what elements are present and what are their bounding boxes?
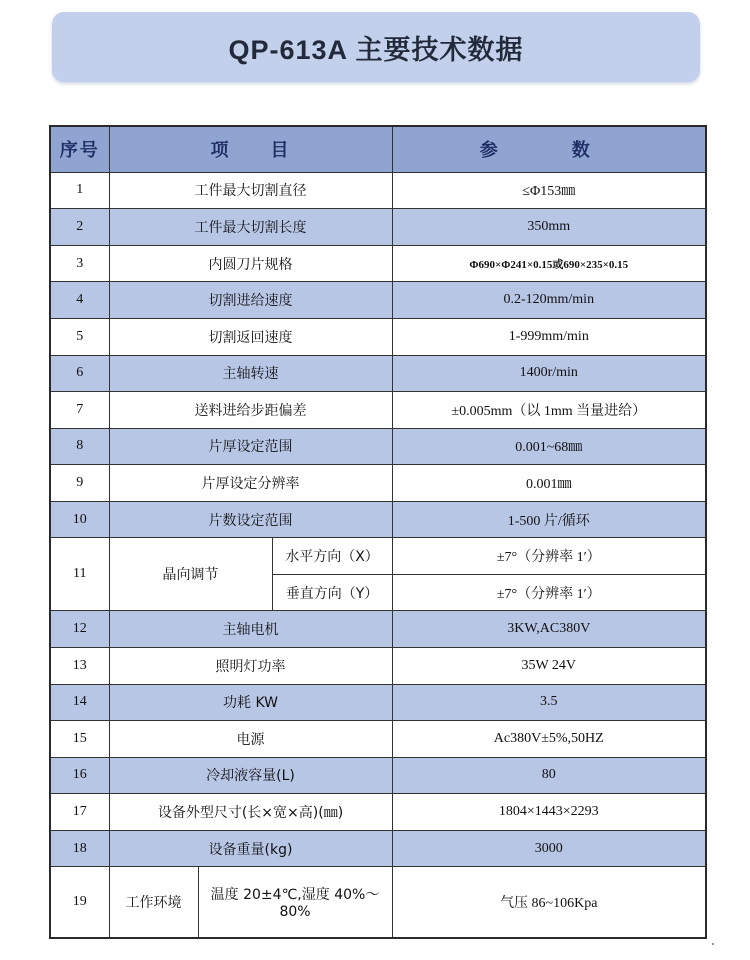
row-value: 0.2-120mm/min: [392, 282, 706, 319]
row-item: 片数设定范围: [109, 501, 392, 538]
row-value: 3.5: [392, 684, 706, 721]
table-row: [50, 465, 706, 502]
table-row: [50, 611, 706, 648]
row-value: ±0.005mm（以 1mm 当量进给）: [392, 392, 706, 429]
table-row: [50, 648, 706, 685]
table-row: [50, 355, 706, 392]
row-value: 3KW,AC380V: [392, 611, 706, 648]
row-value: 80: [392, 757, 706, 794]
row-item: 冷却液容量(L): [109, 757, 392, 794]
row-no: 14: [50, 684, 109, 721]
row-item: 主轴转速: [109, 355, 392, 392]
table-row: [50, 501, 706, 538]
header-value: 参 数: [392, 126, 706, 172]
table-row: [50, 830, 706, 867]
row-item: 内圆刀片规格: [109, 245, 392, 282]
row-item: 片厚设定范围: [109, 428, 392, 465]
row-no: 9: [50, 465, 109, 502]
row-value: Φ690×Φ241×0.15或690×235×0.15: [392, 245, 706, 282]
table-row: [50, 794, 706, 831]
row-value: 1804×1443×2293: [392, 794, 706, 831]
row-item: 设备重量(kg): [109, 830, 392, 867]
row-value: 1-500 片/循环: [392, 501, 706, 538]
row-no: 2: [50, 209, 109, 246]
row-item: 片厚设定分辨率: [109, 465, 392, 502]
row-item: 切割进给速度: [109, 282, 392, 319]
row-no: 19: [50, 867, 109, 938]
row-no: 4: [50, 282, 109, 319]
row-item: 工件最大切割长度: [109, 209, 392, 246]
row-no: 6: [50, 355, 109, 392]
row-no: 7: [50, 392, 109, 429]
row-no: 8: [50, 428, 109, 465]
table-row: [50, 428, 706, 465]
table-row: [50, 282, 706, 319]
table-row: [50, 318, 706, 355]
spec-table: [49, 125, 707, 939]
header-no: 序号: [50, 126, 109, 172]
sub-item-x: 水平方向（X）: [272, 538, 392, 575]
row-no: 12: [50, 611, 109, 648]
row-no: 3: [50, 245, 109, 282]
row-item: 照明灯功率: [109, 648, 392, 685]
environment-detail: 温度 20±4℃,湿度 40%～80%: [198, 867, 392, 938]
table-row: [50, 392, 706, 429]
row-value: 0.001㎜: [392, 465, 706, 502]
title-banner: [52, 12, 700, 82]
row-item: 主轴电机: [109, 611, 392, 648]
table-row: [50, 721, 706, 758]
table-header-row: [50, 126, 706, 172]
row-no: 5: [50, 318, 109, 355]
row-item: 工作环境: [109, 867, 198, 938]
row-no: 1: [50, 172, 109, 209]
row-no: 16: [50, 757, 109, 794]
row-no: 17: [50, 794, 109, 831]
row-no: 10: [50, 501, 109, 538]
row-item: 工件最大切割直径: [109, 172, 392, 209]
row-item: 电源: [109, 721, 392, 758]
row-value: 气压 86~106Kpa: [392, 867, 706, 938]
row-value: ≤Φ153㎜: [392, 172, 706, 209]
row-item: 送料进给步距偏差: [109, 392, 392, 429]
sub-item-y: 垂直方向（Y）: [272, 574, 392, 611]
row-no: 13: [50, 648, 109, 685]
header-item: 项 目: [109, 126, 392, 172]
table-row: [50, 757, 706, 794]
corner-mark: [712, 943, 714, 945]
row-value: 35W 24V: [392, 648, 706, 685]
table-row: [50, 209, 706, 246]
row-value: 3000: [392, 830, 706, 867]
sub-value-y: ±7°（分辨率 1′）: [392, 574, 706, 611]
row-no: 15: [50, 721, 109, 758]
table-row: [50, 172, 706, 209]
row-item: 晶向调节: [109, 538, 272, 611]
row-value: 350mm: [392, 209, 706, 246]
table-row: [50, 245, 706, 282]
sub-value-x: ±7°（分辨率 1′）: [392, 538, 706, 575]
row-value: 0.001~68㎜: [392, 428, 706, 465]
page-title: QP-613A 主要技术数据: [228, 34, 524, 65]
table-row-environment: [50, 867, 706, 938]
row-value: Ac380V±5%,50HZ: [392, 721, 706, 758]
table-row: [50, 684, 706, 721]
row-item: 切割返回速度: [109, 318, 392, 355]
row-value: 1400r/min: [392, 355, 706, 392]
row-value: 1-999mm/min: [392, 318, 706, 355]
row-no: 18: [50, 830, 109, 867]
row-item: 设备外型尺寸(长×宽×高)(㎜): [109, 794, 392, 831]
row-no: 11: [50, 538, 109, 611]
row-item: 功耗 KW: [109, 684, 392, 721]
table-row-orientation: [50, 538, 706, 575]
